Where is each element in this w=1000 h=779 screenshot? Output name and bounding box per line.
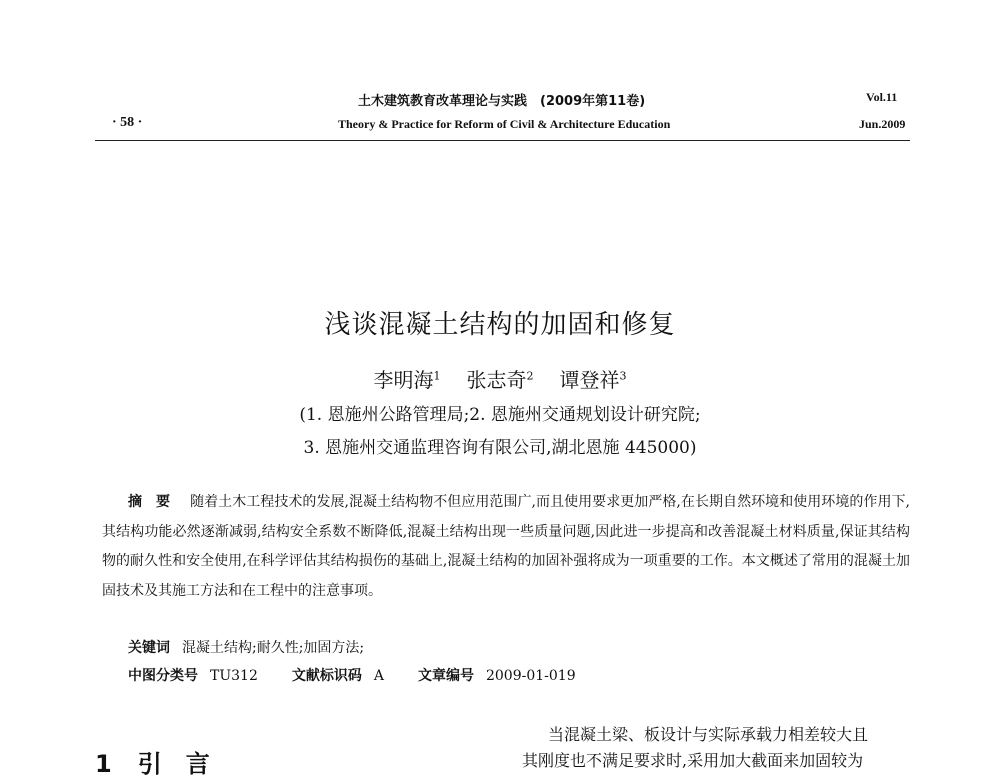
author-name: 谭登祥 [559, 368, 620, 392]
document-code-label: 文献标识码 [291, 668, 362, 684]
section-title: 引 言 [137, 750, 210, 778]
header-divider [95, 140, 910, 141]
keywords-line [128, 637, 364, 657]
author-name: 张志奇 [466, 368, 527, 392]
body-text-line: 其刚度也不满足要求时,采用加大截面来加固较为 [522, 751, 864, 770]
keywords-text: 混凝土结构;耐久性;加固方法; [182, 640, 365, 656]
section-number: 1 [95, 750, 112, 778]
journal-title-english: Theory & Practice for Reform of Civil & Architecture Education [338, 117, 671, 131]
classification-line [128, 665, 576, 685]
abstract [102, 488, 910, 606]
body-text-line: 当混凝土梁、板设计与实际承载力相差较大且 [548, 725, 869, 744]
author-name: 李明海 [373, 368, 434, 392]
document-code-value: A [373, 668, 384, 684]
article-number-value: 2009-01-019 [485, 668, 576, 684]
author-affiliation-mark: 2 [526, 369, 534, 383]
author-affiliation-mark: 3 [619, 369, 627, 383]
author-affiliation-mark: 1 [433, 369, 441, 383]
paper-title: 浅谈混凝土结构的加固和修复 [324, 310, 676, 340]
journal-title-chinese: 土木建筑教育改革理论与实践 (2009年第11卷) [358, 94, 646, 109]
issue-date: Jun.2009 [859, 117, 906, 131]
affiliation-line-1: (1. 恩施州公路管理局;2. 恩施州交通规划设计研究院; [299, 405, 701, 425]
clc-label: 中图分类号 [128, 668, 198, 684]
clc-value: TU312 [210, 668, 258, 684]
volume-label: Vol.11 [866, 90, 898, 104]
page-number: · 58 · [112, 115, 143, 130]
abstract-label: 摘要 [128, 494, 185, 510]
author-list [0, 364, 1000, 393]
affiliation-line-2: 3. 恩施州交通监理咨询有限公司,湖北恩施 445000) [303, 438, 697, 458]
article-number-label: 文章编号 [417, 668, 474, 684]
abstract-text: 随着土木工程技术的发展,混凝土结构物不但应用范围广,而且使用要求更加严格,在长期自然环境和使用环境的作用下,其结构功能必然逐渐减弱,结构安全系数不断降低,混凝土结构出现一些质量问题,因此进一步提高和改善混凝土材料质量,保证其结构物的耐久性和安全使用,在科学评估其结构损伤的基础上,混凝土结构的加固补强将成为一项重要的工作。本文概述了常用的混凝土加固技术及其施工方法和在工程中的注意事项。 [102, 494, 910, 599]
section-heading [95, 744, 210, 779]
keywords-label: 关键词 [128, 640, 170, 656]
